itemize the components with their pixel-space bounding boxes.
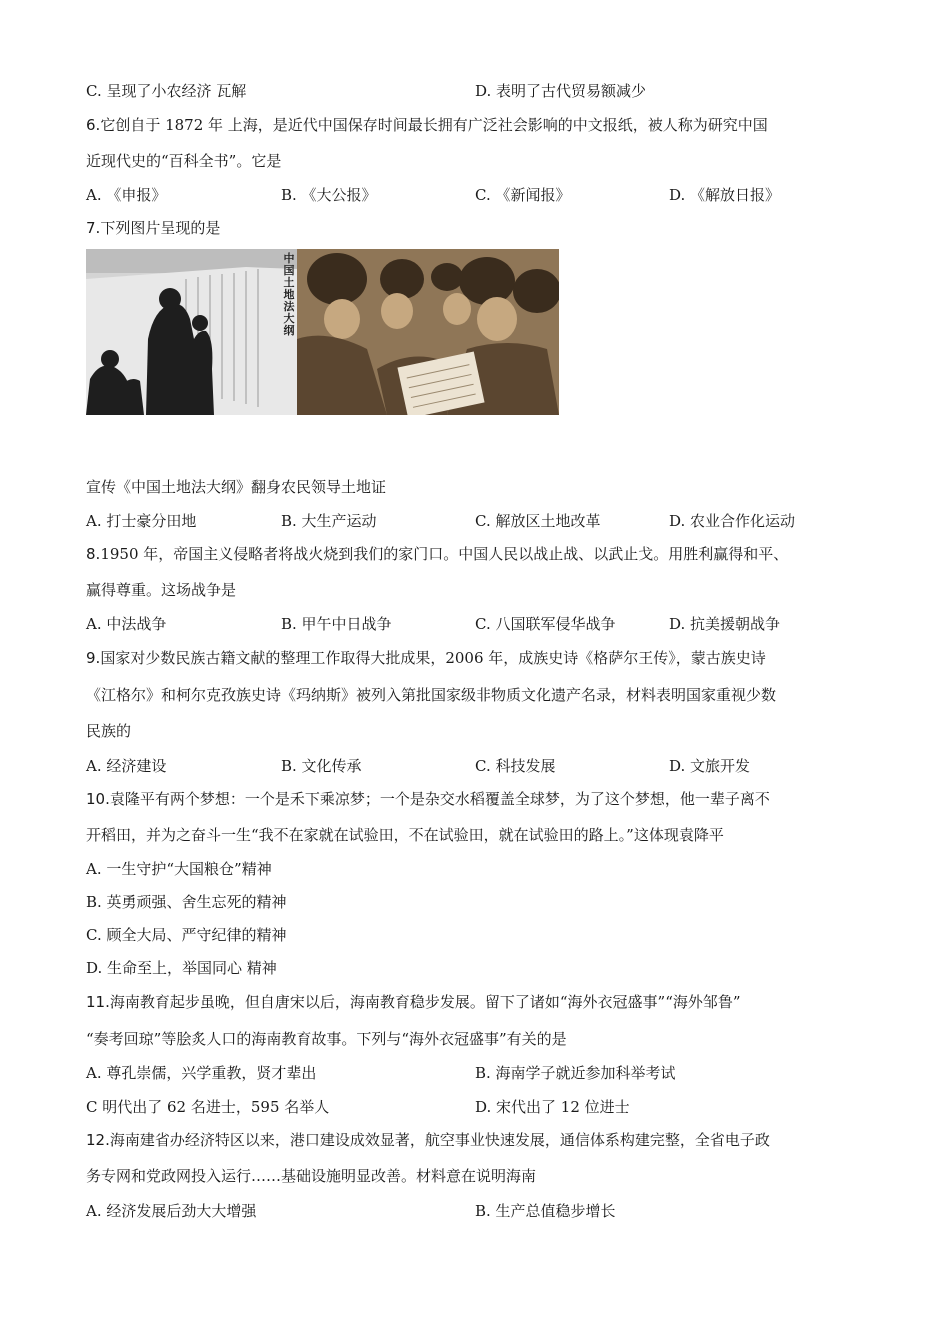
q9-option-d: D. 文旅开发 bbox=[669, 757, 751, 775]
question-12-line-2: 务专网和党政网投入运行……基础设施明显改善。材料意在说明海南 bbox=[86, 1167, 537, 1185]
question-9-line-1 bbox=[86, 648, 766, 668]
question-10-line-2: 开稻田，并为之奋斗一生“我不在家就在试验田，不在试验田，就在试验田的路上。”这体现袁降平 bbox=[86, 826, 724, 844]
photo-land-law-poster bbox=[86, 249, 297, 415]
question-11-line-2: “奏考回琼”等脍炙人口的海南教育故事。下列与“海外衣冠盛事”有关的是 bbox=[86, 1030, 567, 1048]
q6-option-a: A. 《申报》 bbox=[86, 186, 167, 204]
q6-option-b: B. 《大公报》 bbox=[281, 186, 377, 204]
q7-option-a: A. 打士豪分田地 bbox=[86, 512, 197, 530]
question-number: 10. bbox=[86, 790, 110, 808]
q10-option-a: A. 一生守护“大国粮仓”精神 bbox=[86, 860, 272, 878]
question-text: 1950 年，帝国主义侵略者将战火烧到我们的家门口。中国人民以战止战、以武止戈。用胜利赢得和平、 bbox=[100, 545, 789, 563]
q8-option-a: A. 中法战争 bbox=[86, 615, 167, 633]
q11-option-a: A. 尊孔崇儒，兴学重教，贤才辈出 bbox=[86, 1064, 317, 1082]
question-text: 海南教育起步虽晚，但自唐宋以后，海南教育稳步发展。留下了诸如“海外衣冠盛事”“海外邹鲁” bbox=[109, 993, 741, 1011]
question-text: 国家对少数民族古籍文献的整理工作取得大批成果，2006 年，成族史诗《格萨尔王传》，蒙古族史诗 bbox=[100, 649, 766, 667]
question-number: 9. bbox=[86, 649, 101, 667]
question-text: 海南建省办经济特区以来，港口建设成效显著，航空事业快速发展，通信体系构建完整，全省电子政 bbox=[109, 1131, 770, 1149]
question-number: 8. bbox=[86, 545, 101, 563]
question-8-line-2: 赢得尊重。这场战争是 bbox=[86, 581, 237, 599]
q10-option-b: B. 英勇顽强、舍生忘死的精神 bbox=[86, 893, 287, 911]
q8-option-b: B. 甲午中日战争 bbox=[281, 615, 392, 633]
question-11-line-1 bbox=[86, 992, 741, 1012]
poster-title-vertical: 中国土地法大纲 bbox=[283, 252, 295, 337]
q6-option-d: D. 《解放日报》 bbox=[669, 186, 781, 204]
q12-option-a: A. 经济发展后劲大大增强 bbox=[86, 1202, 257, 1220]
q7-option-b: B. 大生产运动 bbox=[281, 512, 377, 530]
q8-option-c: C. 八国联军侵华战争 bbox=[475, 615, 616, 633]
q11-option-c: C 明代出了 62 名进士，595 名举人 bbox=[86, 1098, 330, 1116]
question-8-line-1 bbox=[86, 544, 788, 564]
question-12-line-1 bbox=[86, 1130, 770, 1150]
question-number: 11. bbox=[86, 993, 110, 1011]
question-10-line-1 bbox=[86, 789, 770, 809]
q11-option-d: D. 宋代出了 12 位进士 bbox=[475, 1098, 630, 1116]
question-text: 下列图片呈现的是 bbox=[100, 219, 221, 237]
photo-peasants-land-certificate bbox=[297, 249, 559, 415]
question-7-caption: 宣传《中国土地法大纲》翻身农民领导土地证 bbox=[86, 478, 387, 496]
question-number: 7. bbox=[86, 219, 101, 237]
q9-option-c: C. 科技发展 bbox=[475, 757, 556, 775]
q11-option-b: B. 海南学子就近参加科举考试 bbox=[475, 1064, 676, 1082]
q12-option-b: B. 生产总值稳步增长 bbox=[475, 1202, 616, 1220]
question-9-line-3: 民族的 bbox=[86, 722, 132, 740]
q10-option-c: C. 顾全大局、严守纪律的精神 bbox=[86, 926, 287, 944]
q9-option-a: A. 经济建设 bbox=[86, 757, 167, 775]
question-7-line-1 bbox=[86, 218, 220, 238]
q5-option-d: D. 表明了古代贸易额减少 bbox=[475, 82, 647, 100]
q9-option-b: B. 文化传承 bbox=[281, 757, 362, 775]
q10-option-d: D. 生命至上，举国同心 精神 bbox=[86, 959, 277, 977]
q5-option-c: C. 呈现了小农经济 瓦解 bbox=[86, 82, 247, 100]
question-number: 6. bbox=[86, 116, 101, 134]
q6-option-c: C. 《新闻报》 bbox=[475, 186, 571, 204]
q8-option-d: D. 抗美援朝战争 bbox=[669, 615, 781, 633]
q7-option-c: C. 解放区土地改革 bbox=[475, 512, 601, 530]
question-6-line-2: 近现代史的“百科全书”。它是 bbox=[86, 152, 282, 170]
question-text: 袁隆平有两个梦想：一个是禾下乘凉梦；一个是杂交水稻覆盖全球梦，为了这个梦想，他一辈子离不 bbox=[109, 790, 770, 808]
question-text: 它创自于 1872 年 上海，是近代中国保存时间最长拥有广泛社会影响的中文报纸，被人称为研究中国 bbox=[100, 116, 768, 134]
question-number: 12. bbox=[86, 1131, 110, 1149]
q7-option-d: D. 农业合作化运动 bbox=[669, 512, 796, 530]
question-6-line-1 bbox=[86, 115, 768, 135]
peasants-crowd-image bbox=[297, 249, 559, 415]
question-9-line-2: 《江格尔》和柯尔克孜族史诗《玛纳斯》被列入第批国家级非物质文化遗产名录，材料表明国家重视少数 bbox=[86, 686, 777, 704]
poster-wall-image bbox=[86, 249, 297, 415]
